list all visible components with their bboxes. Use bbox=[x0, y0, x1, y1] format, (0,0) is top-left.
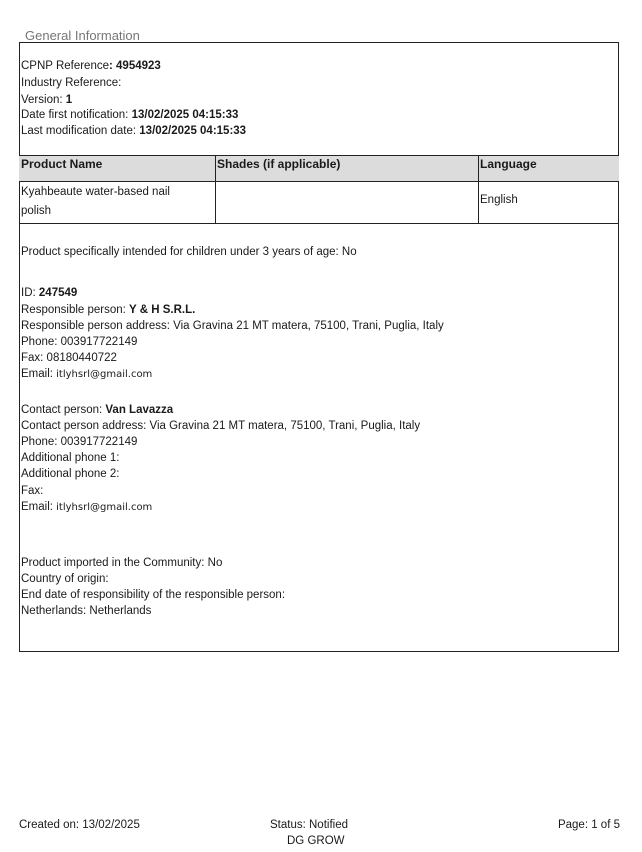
product-imported: Product imported in the Community: No bbox=[21, 557, 223, 569]
footer-page-number: Page: 1 of 5 bbox=[557, 819, 620, 831]
contact-email-link[interactable]: itlyhsrl@gmail.com bbox=[56, 502, 153, 513]
last-modification-date: Last modification date: 13/02/2025 04:15:33 bbox=[21, 125, 247, 137]
header-language: Language bbox=[480, 157, 537, 171]
version: Version: 1 bbox=[21, 94, 73, 106]
contact-additional-phone-2: Additional phone 2: bbox=[21, 468, 120, 480]
end-date-responsibility: End date of responsibility of the responsible person: bbox=[21, 589, 286, 601]
contact-person: Contact person: Van Lavazza bbox=[21, 404, 174, 416]
contact-fax: Fax: bbox=[21, 485, 44, 497]
responsible-email: Email: itlyhsrl@gmail.com bbox=[21, 368, 153, 380]
product-name-line-2: polish bbox=[21, 205, 52, 217]
contact-phone: Phone: 003917722149 bbox=[21, 436, 138, 448]
responsible-person: Responsible person: Y & H S.R.L. bbox=[21, 304, 196, 316]
footer-created-on: Created on: 13/02/2025 bbox=[19, 819, 140, 831]
product-language: English bbox=[480, 194, 518, 206]
responsible-address: Responsible person address: Via Gravina 21 MT matera, 75100, Trani, Puglia, Italy bbox=[21, 320, 444, 332]
footer-status: Status: Notified bbox=[270, 819, 348, 831]
contact-email: Email: itlyhsrl@gmail.com bbox=[21, 501, 153, 513]
product-table bbox=[19, 155, 619, 224]
responsible-id: ID: 247549 bbox=[21, 287, 78, 299]
contact-additional-phone-1: Additional phone 1: bbox=[21, 452, 120, 464]
children-statement: Product specifically intended for children under 3 years of age: No bbox=[21, 246, 357, 258]
product-table-header bbox=[19, 156, 619, 182]
column-divider bbox=[478, 156, 479, 224]
cpnp-reference: CPNP Reference: 4954923 bbox=[21, 60, 161, 72]
header-product-name: Product Name bbox=[21, 157, 103, 171]
netherlands-entry: Netherlands: Netherlands bbox=[21, 605, 152, 617]
column-divider bbox=[215, 156, 216, 224]
industry-reference: Industry Reference: bbox=[21, 77, 122, 89]
responsible-email-link[interactable]: itlyhsrl@gmail.com bbox=[56, 369, 153, 380]
contact-address: Contact person address: Via Gravina 21 MT matera, 75100, Trani, Puglia, Italy bbox=[21, 420, 421, 432]
date-first-notification: Date first notification: 13/02/2025 04:15:33 bbox=[21, 109, 239, 121]
section-title: General Information bbox=[25, 28, 140, 43]
footer-organisation: DG GROW bbox=[287, 835, 345, 847]
responsible-phone: Phone: 003917722149 bbox=[21, 336, 138, 348]
product-name-line-1: Kyahbeaute water-based nail bbox=[21, 186, 170, 198]
country-of-origin: Country of origin: bbox=[21, 573, 109, 585]
header-shades: Shades (if applicable) bbox=[217, 157, 341, 171]
responsible-fax: Fax: 08180440722 bbox=[21, 352, 117, 364]
